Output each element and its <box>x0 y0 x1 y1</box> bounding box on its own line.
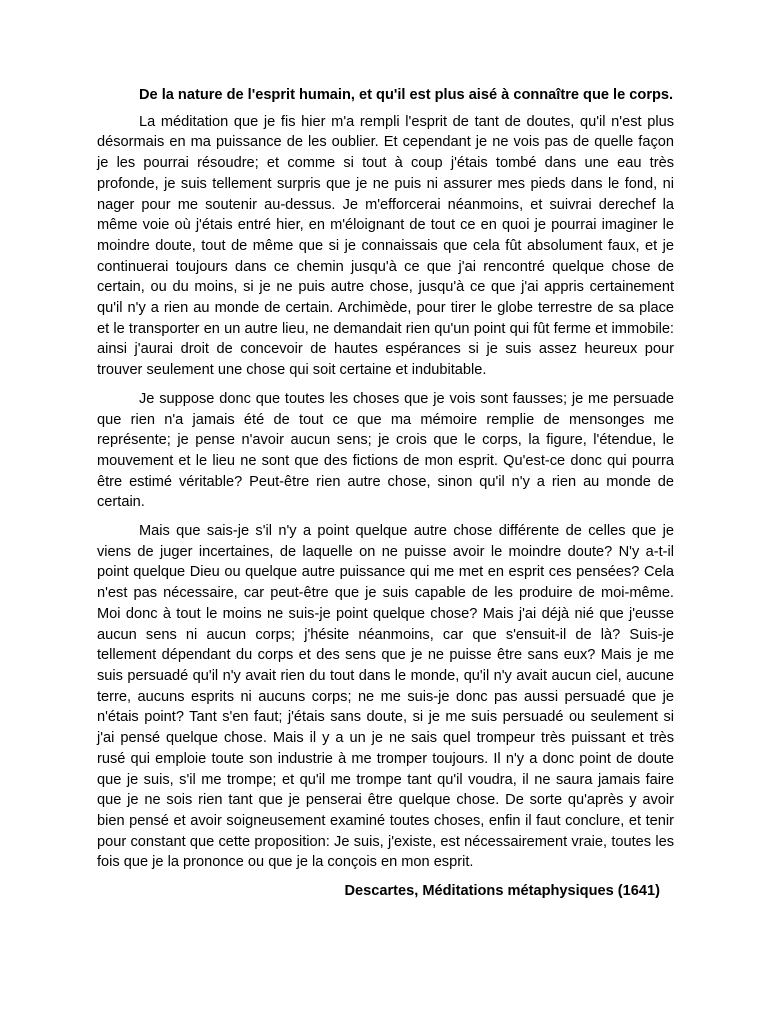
attribution: Descartes, Méditations métaphysiques (1641) <box>344 883 660 900</box>
paragraph-3: Mais que sais-je s'il n'y a point quelque autre chose différente de celles que je viens de juger incertaines, de laquelle on ne puisse avoir le moindre doute? N'y a-t-il point quelque Dieu ou quelque autre puissance qui me met en esprit ces pensées? Cela n'est pas nécessaire, car peut-être que je suis capable de les produire de moi-même. Moi donc à tout le moins ne suis-je point quelque chose? Mais j'ai déjà nié que j'eusse aucun sens ni aucun corps; j'hésite néanmoins, car que s'ensuit-il de là? Suis-je tellement dépendant du corps et des sens que je ne puisse être sans eux? Mais je me suis persuadé qu'il n'y avait rien du tout dans le monde, qu'il n'y avait aucun ciel, aucune terre, aucuns esprits ni aucuns corps; ne me suis-je donc pas aussi persuadé que je n'étais point? Tant s'en faut; j'étais sans doute, si je me suis persuadé ou seulement si j'ai pensé quelque chose. Mais il y a un je ne sais quel trompeur très puissant et très rusé qui emploie toute son industrie à me tromper toujours. Il n'y a donc point de doute que je suis, s'il me trompe; et qu'il me trompe tant qu'il voudra, il ne saura jamais faire que je ne sois rien tant que je penserai être quelque chose. De sorte qu'après y avoir bien pensé et avoir soigneusement examiné toutes choses, enfin il faut conclure, et tenir pour constant que cette proposition: Je suis, j'existe, est nécessairement vraie, toutes les fois que je la prononce ou que je la conçois en mon esprit. <box>97 523 674 871</box>
document-title: De la nature de l'esprit humain, et qu'il est plus aisé à connaître que le corps. <box>139 87 674 103</box>
document-page <box>97 85 674 901</box>
paragraph-1: La méditation que je fis hier m'a rempli l'esprit de tant de doutes, qu'il n'est plus désormais en ma puissance de les oublier. Et cependant je ne vois pas de quelle façon je les pourrai résoudre; et comme si tout à coup j'étais tombé dans une eau très profonde, je suis tellement surpris que je ne puis ni assurer mes pieds dans le fond, ni nager pour me soutenir au-dessus. Je m'efforcerai néanmoins, et suivrai derechef la même voie où j'étais entré hier, en m'éloignant de tout ce en quoi je pourrai imaginer le moindre doute, tout de même que si je connaissais que cela fût absolument faux, et je continuerai toujours dans ce chemin jusqu'à ce que j'ai rencontré quelque chose de certain, ou du moins, si je ne puis autre chose, jusqu'à ce que j'ai appris certainement qu'il n'y a rien au monde de certain. Archimède, pour tirer le globe terrestre de sa place et le transporter en un autre lieu, ne demandait rien qu'un point qui fût ferme et immobile: ainsi j'aurai droit de concevoir de hautes espérances si je suis assez heureux pour trouver seulement une chose qui soit certaine et indubitable. <box>97 113 674 379</box>
paragraph-2: Je suppose donc que toutes les choses que je vois sont fausses; je me persuade que rien n'a jamais été de tout ce que ma mémoire remplie de mensonges me représente; je pense n'avoir aucun sens; je crois que le corps, la figure, l'étendue, le mouvement et le lieu ne sont que des fictions de mon esprit. Qu'est-ce donc qui pourra être estimé véritable? Peut-être rien autre chose, sinon qu'il n'y a rien au monde de certain. <box>97 390 674 511</box>
